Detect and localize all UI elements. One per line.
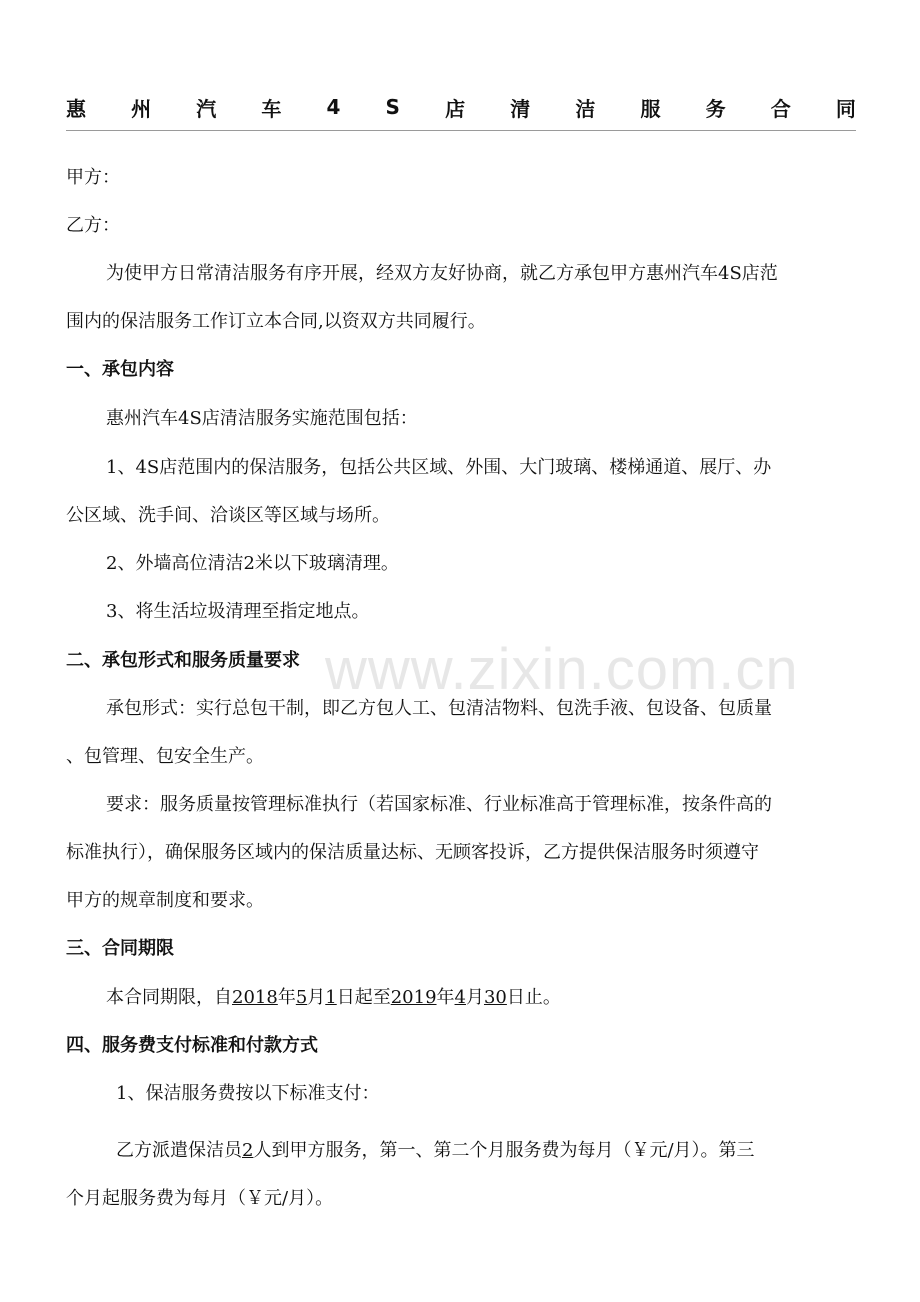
title-divider — [66, 130, 856, 131]
party-b-label: 乙方： — [66, 215, 120, 236]
title-char: S — [385, 95, 400, 119]
term-text: 月 — [307, 987, 326, 1008]
intro-line-1: 为使甲方日常清洁服务有序开展，经双方友好协商，就乙方承包甲方惠州汽车4S店范 — [106, 263, 778, 284]
section-2-req-line-2: 标准执行），确保服务区域内的保洁质量达标、无顾客投诉，乙方提供保洁服务时须遵守 — [66, 842, 759, 863]
section-2-heading: 二、承包形式和服务质量要求 — [66, 650, 300, 671]
fee-text: 乙方派遣保洁员 — [116, 1140, 242, 1161]
term-text: 年 — [436, 987, 455, 1008]
section-1-item-1-line-1: 1、4S店范围内的保洁服务，包括公共区域、外围、大门玻璃、楼梯通道、展厅、办 — [106, 457, 772, 478]
section-1-heading: 一、承包内容 — [66, 359, 174, 380]
section-2-req-line-3: 甲方的规章制度和要求。 — [66, 890, 264, 911]
fee-text: 人到甲方服务，第一、第二个月服务费为每月（￥元/月）。第三 — [253, 1140, 755, 1161]
site-watermark: www.zixin.com.cn — [325, 637, 799, 702]
section-1-scope: 惠州汽车4S店清洁服务实施范围包括： — [106, 408, 418, 429]
section-2-form-line-2: 、包管理、包安全生产。 — [66, 746, 264, 767]
title-char: 州 — [131, 96, 152, 121]
section-2-req-line-1: 要求：服务质量按管理标准执行（若国家标准、行业标准高于管理标准，按条件高的 — [106, 794, 772, 815]
term-text: 日止。 — [506, 987, 561, 1008]
term-text: 本合同期限，自 — [106, 987, 232, 1008]
title-char: 汽 — [196, 96, 217, 121]
end-month: 4 — [454, 987, 466, 1008]
term-text: 月 — [465, 987, 484, 1008]
title-char: 合 — [770, 96, 791, 121]
section-3-heading: 三、合同期限 — [66, 938, 174, 959]
section-4-fee-line-1 — [116, 1139, 755, 1163]
title-char: 同 — [835, 96, 856, 121]
end-year: 2019 — [390, 987, 437, 1008]
section-1-item-3: 3、将生活垃圾清理至指定地点。 — [106, 601, 370, 622]
title-char: 洁 — [575, 96, 596, 121]
section-3-term — [106, 986, 561, 1010]
title-char: 服 — [640, 96, 661, 121]
section-1-item-2: 2、外墙高位清洁2米以下玻璃清理。 — [106, 553, 399, 574]
intro-line-2: 围内的保洁服务工作订立本合同,以资双方共同履行。 — [66, 311, 486, 332]
document-title — [66, 92, 856, 122]
title-char: 店 — [445, 96, 466, 121]
section-4-item-1: 1、保洁服务费按以下标准支付： — [116, 1083, 380, 1104]
start-day: 1 — [325, 987, 337, 1008]
title-char: 清 — [510, 96, 531, 121]
section-4-heading: 四、服务费支付标准和付款方式 — [66, 1035, 318, 1056]
title-char: 惠 — [66, 96, 86, 121]
section-1-item-1-line-2: 公区域、洗手间、洽谈区等区域与场所。 — [66, 505, 390, 526]
section-4-fee-line-2: 个月起服务费为每月（￥元/月）。 — [66, 1188, 334, 1209]
title-char: 车 — [261, 96, 282, 121]
cleaner-count: 2 — [242, 1140, 254, 1161]
term-text: 日起至 — [336, 987, 391, 1008]
start-month: 5 — [295, 987, 308, 1008]
title-char: 务 — [705, 96, 726, 121]
start-year: 2018 — [232, 987, 278, 1008]
term-text: 年 — [277, 987, 296, 1008]
party-a-label: 甲方： — [66, 167, 120, 188]
section-2-form-line-1: 承包形式：实行总包干制，即乙方包人工、包清洁物料、包洗手液、包设备、包质量 — [106, 698, 772, 719]
title-char: 4 — [326, 95, 341, 119]
end-day: 30 — [483, 987, 507, 1008]
